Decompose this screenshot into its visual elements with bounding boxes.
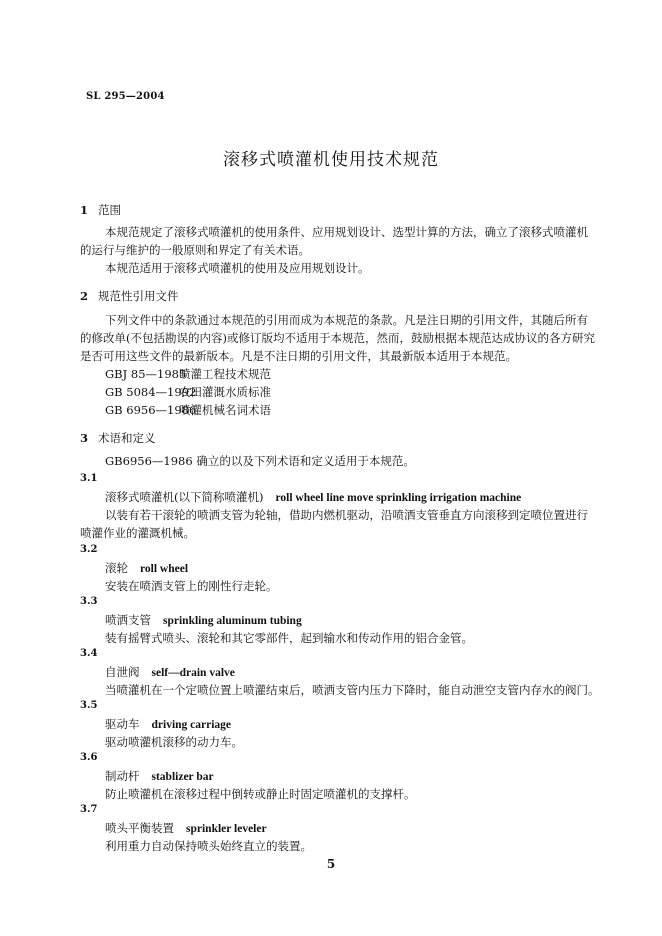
term-heading: 自泄阀 self—drain valve <box>105 665 235 679</box>
clause-number: 3.4 <box>80 648 98 659</box>
term-definition: 利用重力自动保持喷头始终直立的装置。 <box>105 839 312 853</box>
term-heading: 喷洒支管 sprinkling aluminum tubing <box>105 613 302 627</box>
section-1-heading: 1 范围 <box>80 203 121 217</box>
term-definition: 装有摇臂式喷头、滚轮和其它零部件，起到输水和传动作用的铝合金管。 <box>105 631 473 645</box>
reference-item: GBJ 85—1985喷灌工程技术规范 <box>105 367 271 381</box>
term-definition: 当喷灌机在一个定喷位置上喷灌结束后，喷洒支管内压力下降时，能自动泄空支管内存水的阀门。 <box>105 683 600 697</box>
section-1-paragraph-1: 本规范规定了滚移式喷灌机的使用条件、应用规划设计、选型计算的方法，确立了滚移式喷灌机的运行与维护的一般原则和界定了有关术语。 <box>80 225 588 257</box>
term-heading: 喷头平衡装置 sprinkler leveler <box>105 821 267 835</box>
section-2-paragraph: 下列文件中的条款通过本规范的引用而成为本规范的条款。凡是注日期的引用文件，其随后所有的修改单(不包括勘误的内容)或修订版均不适用于本规范，然而，鼓励根据本规范达成协议的各方研究是否可用这些文件的最新版本。凡是不注日期的引用文件，其最新版本适用于本规范。 <box>80 313 595 363</box>
term-heading: 滚轮 roll wheel <box>105 561 189 575</box>
clause-number: 3.3 <box>80 596 98 607</box>
section-3-heading: 3 术语和定义 <box>80 431 156 445</box>
clause-number: 3.7 <box>80 804 98 815</box>
term-definition: 安装在喷洒支管上的刚性行走轮。 <box>105 579 278 593</box>
term-definition: 驱动喷灌机滚移的动力车。 <box>105 735 243 749</box>
term-heading: 滚移式喷灌机(以下简称喷灌机) roll wheel line move sprinkling irrigation machine <box>105 490 522 504</box>
term-heading: 驱动车 driving carriage <box>105 717 232 731</box>
term-definition: 以装有若干滚轮的喷洒支管为轮轴，借助内燃机驱动，沿喷洒支管垂直方向滚移到定喷位置进行喷灌作业的灌溉机械。 <box>80 508 588 540</box>
term-definition: 防止喷灌机在滚移过程中倒转或静止时固定喷灌机的支撑杆。 <box>105 787 416 801</box>
page-number: 5 <box>326 857 336 871</box>
clause-number: 3.2 <box>80 544 98 555</box>
term-heading: 制动杆 stablizer bar <box>105 769 214 783</box>
section-3-intro: GB6956—1986 确立的以及下列术语和定义适用于本规范。 <box>105 454 415 468</box>
clause-number: 3.1 <box>80 473 98 484</box>
standard-number: SL 295—2004 <box>86 91 165 102</box>
section-1-paragraph-2: 本规范适用于滚移式喷灌机的使用及应用规划设计。 <box>105 261 370 275</box>
reference-item: GB 6956—1986喷灌机械名词术语 <box>105 403 271 417</box>
reference-item: GB 5084—1992农田灌溉水质标准 <box>105 385 271 399</box>
clause-number: 3.6 <box>80 752 98 763</box>
clause-number: 3.5 <box>80 700 98 711</box>
section-2-heading: 2 规范性引用文件 <box>80 289 179 303</box>
document-title: 滚移式喷灌机使用技术规范 <box>223 150 439 170</box>
